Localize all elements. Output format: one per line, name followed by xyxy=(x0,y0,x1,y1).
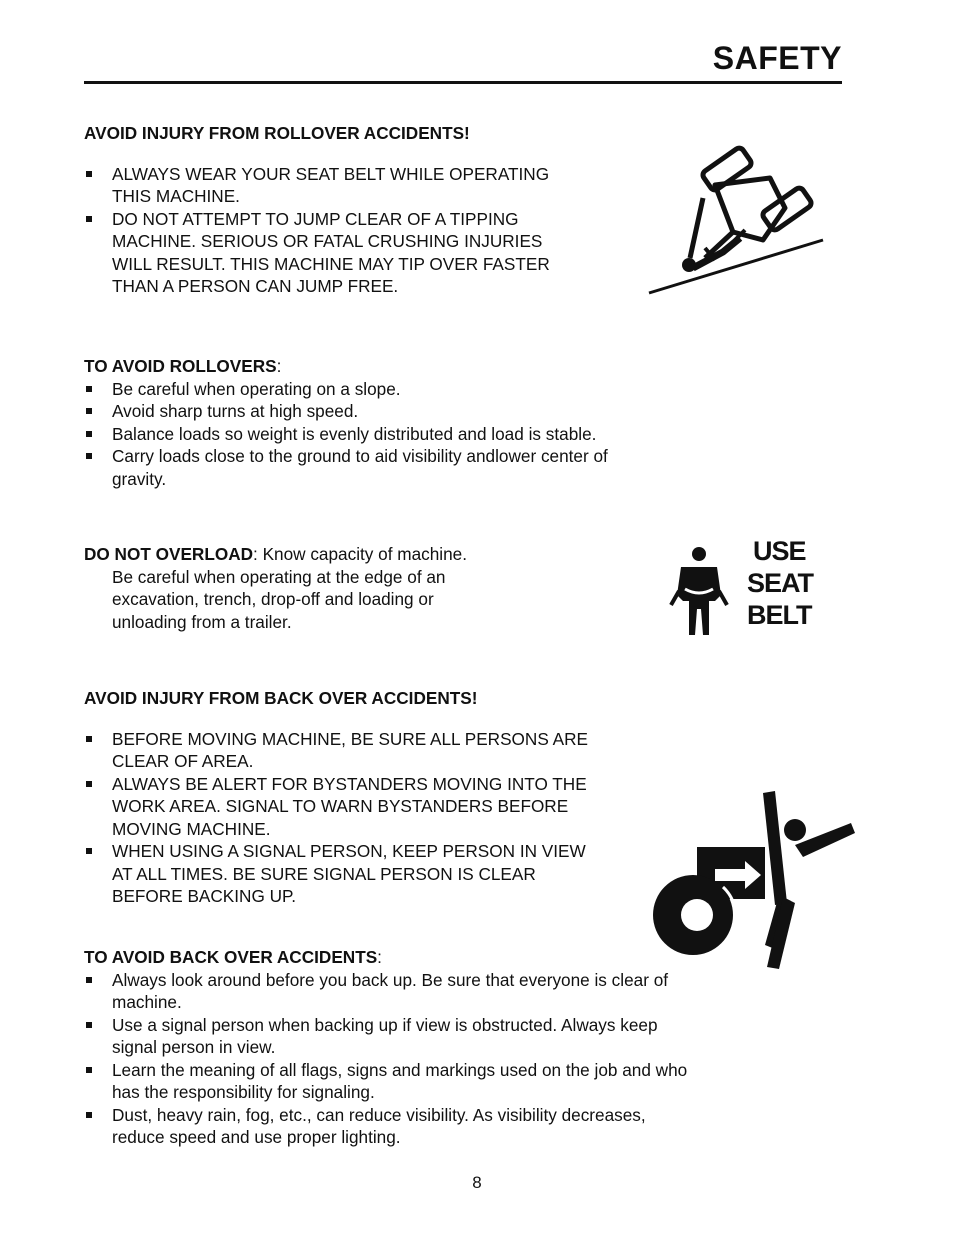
list-item: Be careful when operating on a slope. xyxy=(84,378,644,401)
avoid-rollovers-list xyxy=(84,378,644,491)
overload-first-text: : Know capacity of machine. xyxy=(253,544,468,564)
avoid-rollovers-section xyxy=(84,355,644,490)
list-item: WHEN USING A SIGNAL PERSON, KEEP PERSON IN VIEW AT ALL TIMES. BE SURE SIGNAL PERSON IS CLEAR BEFORE BACKING UP. xyxy=(84,840,594,908)
list-item: Avoid sharp turns at high speed. xyxy=(84,400,644,423)
seatbelt-sign-text xyxy=(747,535,813,631)
rollover-section xyxy=(84,122,584,298)
overload-section xyxy=(84,543,514,633)
avoid-backover-list xyxy=(84,969,694,1149)
overload-first-line xyxy=(84,543,514,566)
list-item: Learn the meaning of all flags, signs and markings used on the job and who has the responsibility for signaling. xyxy=(84,1059,694,1104)
avoid-rollovers-heading-line xyxy=(84,355,644,378)
backover-list xyxy=(84,728,594,908)
sign-line-use: USE xyxy=(753,536,806,566)
overload-heading: DO NOT OVERLOAD xyxy=(84,544,254,564)
overload-body: Be careful when operating at the edge of an excavation, trench, drop-off and loading or unloading from a trailer. xyxy=(112,566,446,632)
sign-line-seat: SEAT xyxy=(747,568,814,598)
header-rule xyxy=(84,81,842,84)
heading-suffix: : xyxy=(276,356,282,376)
list-item: Use a signal person when backing up if view is obstructed. Always keep signal person in view. xyxy=(84,1014,694,1059)
list-item: ALWAYS WEAR YOUR SEAT BELT WHILE OPERATING THIS MACHINE. xyxy=(84,163,584,208)
avoid-rollovers-heading: TO AVOID ROLLOVERS xyxy=(84,356,277,376)
rollover-illustration xyxy=(645,140,830,300)
avoid-backover-section xyxy=(84,946,694,1149)
avoid-backover-heading-line xyxy=(84,946,694,969)
backover-section xyxy=(84,687,594,908)
heading-suffix: : xyxy=(377,947,382,967)
page-number: 8 xyxy=(472,1173,482,1192)
rollover-heading: AVOID INJURY FROM ROLLOVER ACCIDENTS! xyxy=(84,123,470,143)
seated-person-icon xyxy=(665,543,729,639)
backover-heading: AVOID INJURY FROM BACK OVER ACCIDENTS! xyxy=(84,688,478,708)
list-item: Always look around before you back up. Be sure that everyone is clear of machine. xyxy=(84,969,694,1014)
avoid-backover-heading: TO AVOID BACK OVER ACCIDENTS xyxy=(84,947,378,967)
page-title: SAFETY xyxy=(712,40,842,76)
seatbelt-sign xyxy=(665,535,825,640)
list-item: BEFORE MOVING MACHINE, BE SURE ALL PERSONS ARE CLEAR OF AREA. xyxy=(84,728,594,773)
list-item: ALWAYS BE ALERT FOR BYSTANDERS MOVING INTO THE WORK AREA. SIGNAL TO WARN BYSTANDERS BEFORE MOVING MACHINE. xyxy=(84,773,594,841)
list-item: Carry loads close to the ground to aid visibility andlower center of gravity. xyxy=(84,445,644,490)
sign-line-belt: BELT xyxy=(747,600,812,630)
list-item: Balance loads so weight is evenly distributed and load is stable. xyxy=(84,423,644,446)
rollover-list xyxy=(84,163,584,298)
list-item: Dust, heavy rain, fog, etc., can reduce visibility. As visibility decreases, reduce speed and use proper lighting. xyxy=(84,1104,694,1149)
list-item: DO NOT ATTEMPT TO JUMP CLEAR OF A TIPPING MACHINE. SERIOUS OR FATAL CRUSHING INJURIES WILL RESULT. THIS MACHINE MAY TIP OVER FASTER THAN A PERSON CAN JUMP FREE. xyxy=(84,208,584,298)
